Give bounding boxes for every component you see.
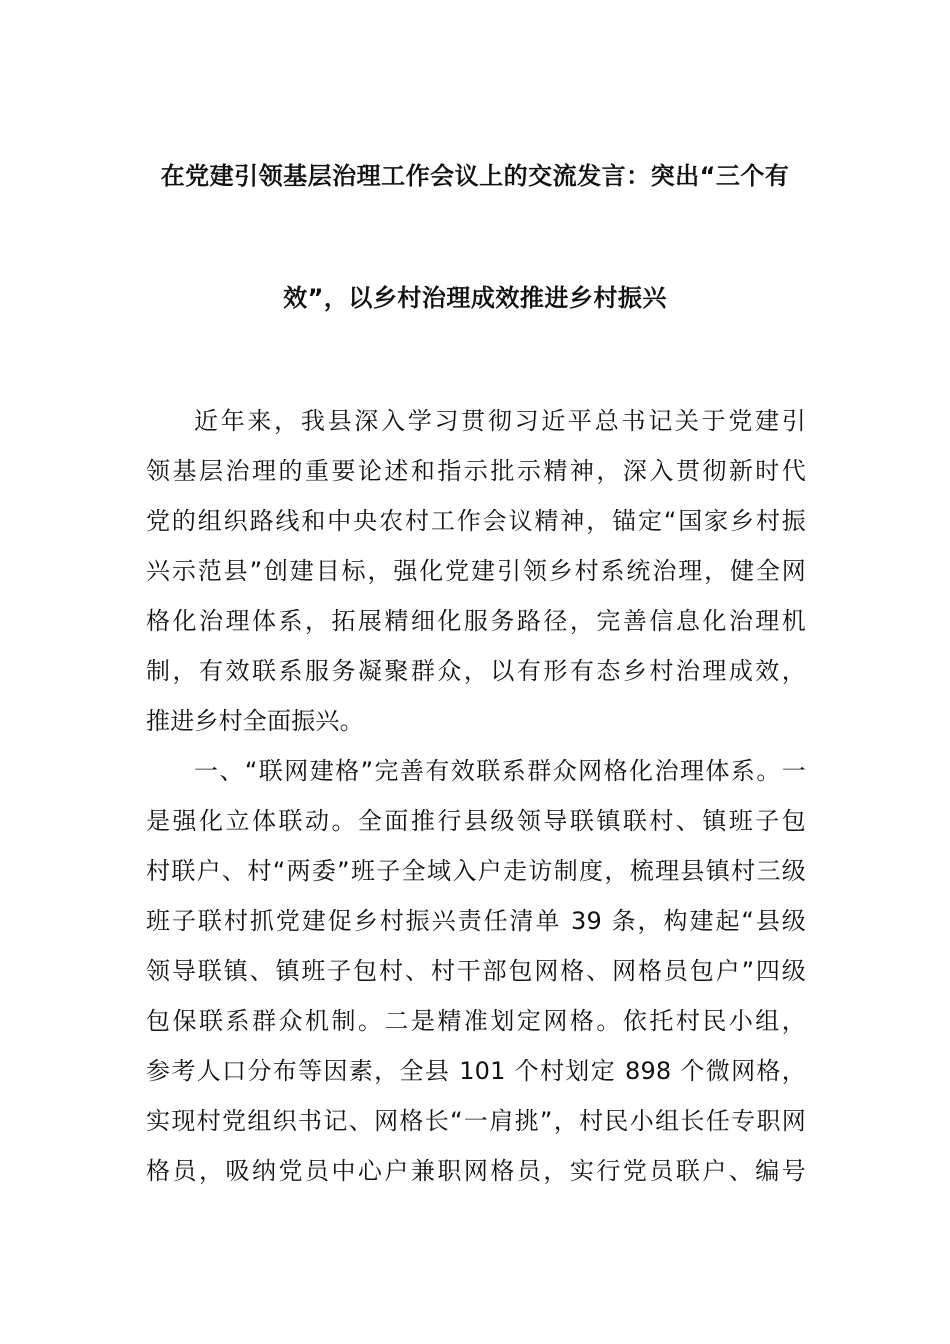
body-paragraph-1 — [146, 396, 806, 746]
paragraph-line: 近年来，我县深入学习贯彻习近平总书记关于党建引 — [194, 407, 806, 435]
document-title-line-1: 在党建引领基层治理工作会议上的交流发言：突出“三个有 — [160, 162, 790, 190]
paragraph-line: 一、“联网建格”完善有效联系群众网格化治理体系。一 — [194, 757, 806, 785]
paragraph-line: 领基层治理的重要论述和指示批示精神，深入贯彻新时代 — [146, 457, 806, 485]
paragraph-line: 班子联村抓党建促乡村振兴责任清单 39 条，构建起“县级 — [146, 907, 806, 935]
paragraph-line: 包保联系群众机制。二是精准划定网格。依托村民小组， — [146, 1007, 806, 1035]
paragraph-line: 是强化立体联动。全面推行县级领导联镇联村、镇班子包 — [146, 807, 806, 835]
paragraph-line: 实现村党组织书记、网格长“一肩挑”，村民小组长任专职网 — [146, 1107, 806, 1135]
paragraph-line: 领导联镇、镇班子包村、村干部包网格、网格员包户”四级 — [146, 957, 806, 985]
document-title-line-2: 效”，以乡村治理成效推进乡村振兴 — [283, 284, 667, 312]
paragraph-line: 推进乡村全面振兴。 — [146, 707, 364, 735]
paragraph-line: 制，有效联系服务凝聚群众，以有形有态乡村治理成效， — [146, 657, 806, 685]
paragraph-line: 格化治理体系，拓展精细化服务路径，完善信息化治理机 — [146, 607, 806, 635]
paragraph-line: 兴示范县”创建目标，强化党建引领乡村系统治理，健全网 — [146, 557, 806, 585]
paragraph-line: 格员，吸纳党员中心户兼职网格员，实行党员联户、编号 — [146, 1157, 806, 1185]
paragraph-line: 参考人口分布等因素，全县 101 个村划定 898 个微网格， — [146, 1057, 806, 1085]
body-paragraph-2 — [146, 746, 806, 1196]
paragraph-line: 党的组织路线和中央农村工作会议精神，锚定“国家乡村振 — [146, 507, 806, 535]
paragraph-line: 村联户、村“两委”班子全域入户走访制度，梳理县镇村三级 — [146, 857, 806, 885]
